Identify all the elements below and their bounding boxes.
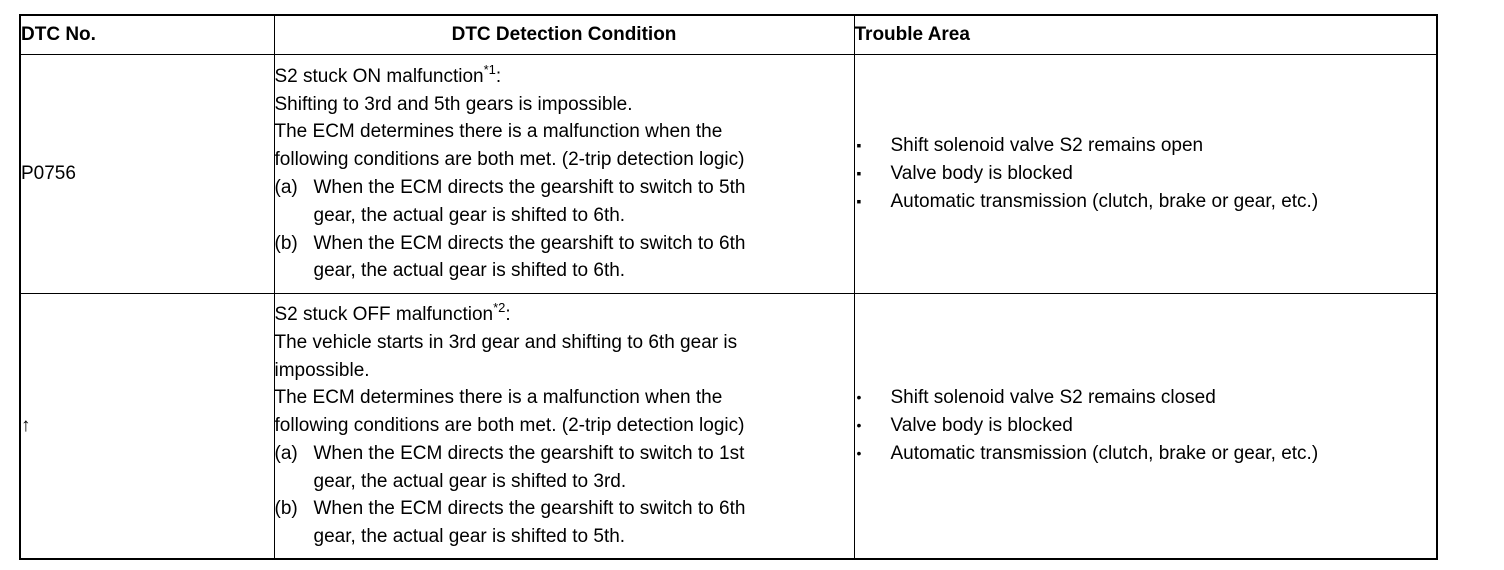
condition-sub-item bbox=[275, 495, 854, 523]
sub-item-text: When the ECM directs the gearshift to switch to 5th bbox=[313, 177, 746, 198]
table-row bbox=[20, 55, 1437, 294]
header-row bbox=[20, 15, 1437, 55]
condition-sub-item bbox=[275, 440, 854, 468]
table-row bbox=[20, 294, 1437, 560]
bullet-icon: ▪ bbox=[856, 192, 862, 209]
condition-title: S2 stuck ON malfunction$^{*1}$: bbox=[274, 61, 502, 87]
condition-line: Shifting to 3rd and 5th gears is impossible. bbox=[274, 93, 633, 115]
sub-item-continuation: gear, the actual gear is shifted to 5th. bbox=[313, 526, 626, 548]
sub-item-mark: (b) bbox=[274, 498, 298, 520]
bullet-icon: • bbox=[856, 417, 862, 434]
bullet-icon: • bbox=[856, 444, 862, 461]
condition-title: S2 stuck OFF malfunction$^{*2}$: bbox=[274, 299, 511, 325]
bullet-icon: ▪ bbox=[856, 137, 862, 154]
list-item: ▪ Valve body is blocked bbox=[855, 160, 1437, 188]
footnote-mark: *2 bbox=[493, 299, 506, 315]
list-item: ▪ Shift solenoid valve S2 remains open bbox=[855, 132, 1437, 160]
list-item: • Shift solenoid valve S2 remains closed bbox=[855, 384, 1437, 412]
bullet-icon: • bbox=[856, 389, 862, 406]
condition-line: following conditions are both met. (2-trip detection logic) bbox=[274, 415, 745, 437]
dtc-table bbox=[19, 14, 1438, 560]
sub-item-mark: (a) bbox=[274, 442, 298, 464]
condition-sub-item bbox=[275, 230, 854, 258]
condition-line: The ECM determines there is a malfunction when the bbox=[274, 387, 723, 409]
condition-sub-item bbox=[275, 174, 854, 202]
detection-condition bbox=[274, 55, 854, 294]
footnote-mark: *1 bbox=[483, 61, 496, 77]
sub-item-text: When the ECM directs the gearshift to switch to 1st bbox=[313, 442, 745, 464]
sub-item-text: When the ECM directs the gearshift to switch to 6th bbox=[313, 498, 746, 520]
header-dtc-no: DTC No. bbox=[20, 15, 274, 55]
trouble-area-list bbox=[855, 384, 1437, 467]
dtc-code: P0756 bbox=[20, 55, 274, 294]
dtc-code: ↑ bbox=[20, 294, 274, 560]
detection-condition bbox=[274, 294, 854, 560]
sub-item-continuation: gear, the actual gear is shifted to 6th. bbox=[313, 204, 626, 226]
header-detection-condition: DTC Detection Condition bbox=[274, 15, 854, 55]
sub-item-mark: (a) bbox=[274, 177, 298, 198]
condition-line: following conditions are both met. (2-trip detection logic) bbox=[274, 149, 745, 171]
sub-item-continuation: gear, the actual gear is shifted to 3rd. bbox=[313, 470, 627, 492]
bullet-icon: ▪ bbox=[856, 165, 862, 182]
sub-item-text: When the ECM directs the gearshift to switch to 6th bbox=[313, 232, 746, 254]
condition-line: The ECM determines there is a malfunction when the bbox=[274, 121, 723, 143]
list-item: • Automatic transmission (clutch, brake or gear, etc.) bbox=[855, 440, 1437, 468]
trouble-area-list bbox=[855, 132, 1437, 215]
condition-line: impossible. bbox=[274, 359, 370, 381]
sub-item-mark: (b) bbox=[274, 232, 298, 254]
list-item: • Valve body is blocked bbox=[855, 412, 1437, 440]
list-item: ▪ Automatic transmission (clutch, brake or gear, etc.) bbox=[855, 188, 1437, 216]
trouble-area bbox=[854, 294, 1437, 560]
condition-line: The vehicle starts in 3rd gear and shifting to 6th gear is bbox=[274, 331, 738, 353]
trouble-area bbox=[854, 55, 1437, 294]
sub-item-continuation: gear, the actual gear is shifted to 6th. bbox=[313, 260, 626, 282]
header-trouble-area: Trouble Area bbox=[854, 15, 1437, 55]
